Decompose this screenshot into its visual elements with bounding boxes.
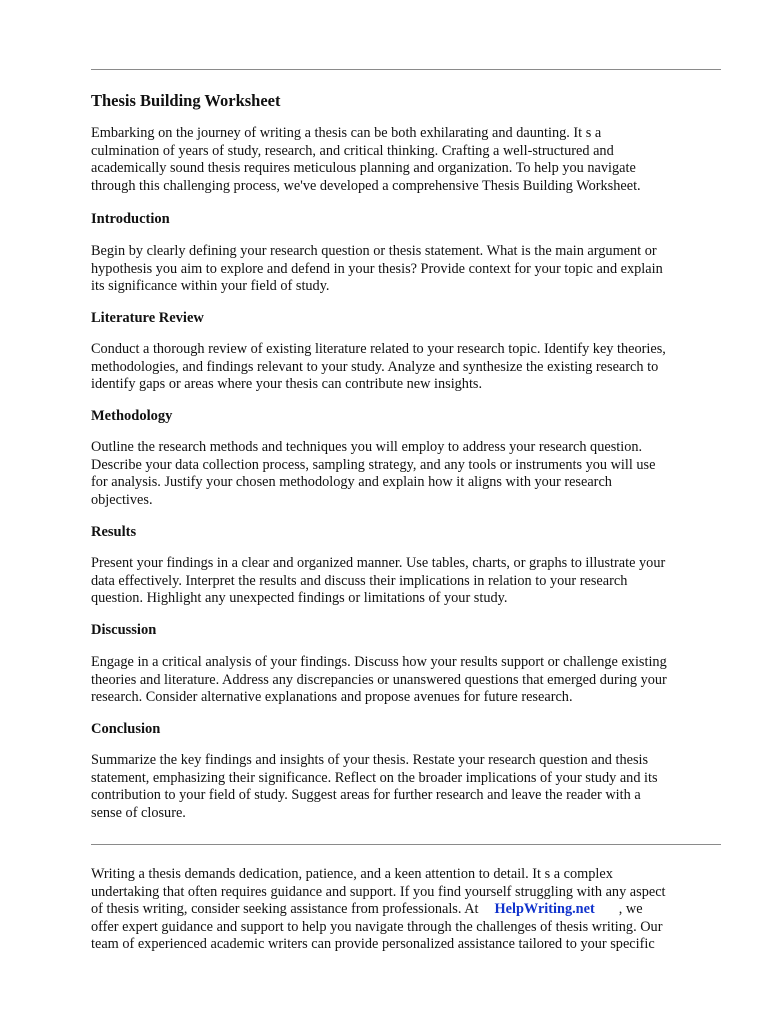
section-heading-discussion: Discussion	[91, 622, 157, 638]
document-title: Thesis Building Worksheet	[91, 91, 281, 110]
body-line: its significance within your field of study.	[91, 278, 330, 295]
body-line: Present your findings in a clear and organized manner. Use tables, charts, or graphs to illustrate your	[91, 555, 666, 571]
body-line: sense of closure.	[91, 804, 186, 821]
section-body-conclusion	[91, 752, 721, 822]
promo-line: team of experienced academic writers can provide personalized assistance tailored to your specific	[91, 936, 655, 953]
section-body-literature-review	[91, 341, 721, 394]
promo-text: , we	[618, 901, 643, 918]
body-line: methodologies, and findings relevant to your study. Analyze and synthesize the existing research to	[91, 358, 659, 375]
promo-line-with-link	[91, 901, 721, 919]
promo-text: of thesis writing, consider seeking assistance from professionals. At	[91, 901, 479, 918]
section-body-introduction	[91, 243, 721, 296]
intro-line: academically sound thesis requires meticulous planning and organization. To help you navigate	[91, 160, 636, 177]
body-line: Begin by clearly defining your research question or thesis statement. What is the main argument or	[91, 243, 657, 259]
intro-line: Embarking on the journey of writing a thesis can be both exhilarating and daunting. It s a	[91, 125, 602, 141]
body-line: question. Highlight any unexpected findings or limitations of your study.	[91, 590, 508, 607]
body-line: for analysis. Justify your chosen methodology and explain how it aligns with your research	[91, 474, 612, 491]
top-divider	[91, 69, 721, 70]
section-heading-introduction: Introduction	[91, 211, 170, 227]
body-line: research. Consider alternative explanations and propose avenues for future research.	[91, 689, 573, 706]
body-line: theories and literature. Address any discrepancies or unanswered questions that emerged during your	[91, 671, 667, 688]
section-body-methodology	[91, 439, 721, 509]
promo-line: undertaking that often requires guidance and support. If you find yourself struggling with any aspect	[91, 883, 666, 900]
body-line: Conduct a thorough review of existing literature related to your research topic. Identify key theories,	[91, 341, 666, 357]
promo-paragraph	[91, 866, 721, 954]
promo-line: Writing a thesis demands dedication, patience, and a keen attention to detail. It s a complex	[91, 866, 613, 882]
body-line: Summarize the key findings and insights of your thesis. Restate your research question and thesis	[91, 752, 649, 768]
body-line: hypothesis you aim to explore and defend in your thesis? Provide context for your topic and explain	[91, 260, 663, 277]
promo-line: offer expert guidance and support to help you navigate through the challenges of thesis writing. Our	[91, 918, 663, 935]
section-heading-results: Results	[91, 524, 137, 540]
intro-line: culmination of years of study, research, and critical thinking. Crafting a well-structured and	[91, 142, 614, 159]
body-line: Describe your data collection process, sampling strategy, and any tools or instruments you will use	[91, 456, 656, 473]
body-line: statement, emphasizing their significance. Reflect on the broader implications of your study and its	[91, 769, 658, 786]
body-line: contribution to your field of study. Suggest areas for further research and leave the reader with a	[91, 787, 641, 804]
body-line: identify gaps or areas where your thesis can contribute new insights.	[91, 376, 483, 393]
helpwriting-link[interactable]: HelpWriting.net	[494, 901, 595, 918]
section-heading-methodology: Methodology	[91, 408, 173, 424]
section-body-results	[91, 555, 721, 608]
body-line: Outline the research methods and techniques you will employ to address your research question.	[91, 439, 643, 455]
intro-paragraph	[91, 125, 721, 195]
section-heading-conclusion: Conclusion	[91, 721, 161, 737]
body-line: data effectively. Interpret the results and discuss their implications in relation to your research	[91, 572, 628, 589]
body-line: Engage in a critical analysis of your findings. Discuss how your results support or challenge existing	[91, 654, 667, 670]
body-line: objectives.	[91, 491, 153, 508]
section-body-discussion	[91, 654, 721, 707]
section-heading-literature-review: Literature Review	[91, 310, 204, 326]
document-page	[91, 0, 721, 1024]
section-divider	[91, 844, 721, 845]
intro-line: through this challenging process, we've developed a comprehensive Thesis Building Worksheet.	[91, 177, 641, 194]
